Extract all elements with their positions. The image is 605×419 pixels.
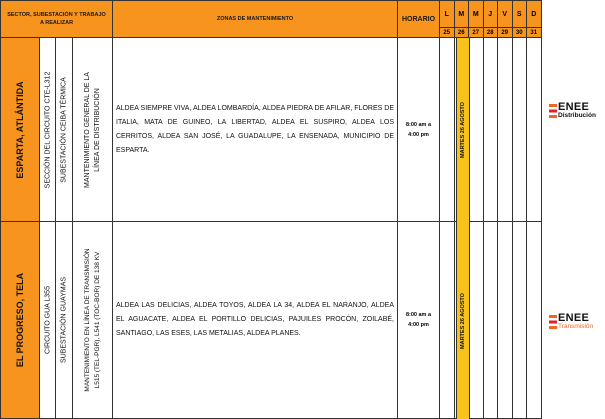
header-zonas: [113, 0, 398, 38]
day-cell: [469, 222, 484, 419]
row2-trabajo-label: [83, 248, 103, 391]
day-cell: [498, 222, 513, 419]
enee-logo-icon: [549, 315, 557, 329]
row1-subestacion-label: SUBESTACIÓN CEIBA TÉRMICA: [60, 76, 68, 183]
day-number: 29: [498, 28, 513, 38]
row1-zonas-text: ALDEA SIEMPRE VIVA, ALDEA LOMBARDÍA, ALDEA PIEDRA DE AFILAR, FLORES DE ITALIA, MATA DE GUINEO, LA LIBERTAD, ALDEA EL SUSPIRO, ALDEA LOS CERRITOS, ALDEA SAN JOSÉ, LA GUADALUPE, LA ENSENADA, MUNICIPIO DE ESPARTA.: [116, 104, 394, 154]
header-zonas-label: ZONAS DE MANTENIMIENTO: [216, 16, 294, 22]
row1-trabajo-label: [83, 72, 103, 188]
row2-sector: [0, 222, 40, 419]
day-letter: L: [440, 0, 455, 28]
day-number: 30: [513, 28, 528, 38]
day-number: 27: [469, 28, 484, 38]
day-cell: [527, 38, 542, 222]
row1-hora-fin: 4:00 pm: [408, 131, 429, 138]
day-number: 25: [440, 28, 455, 38]
row2-hora-inicio: 8:00 am a: [405, 312, 432, 318]
day-number: 31: [527, 28, 542, 38]
row1-trabajo-line2: LÍNEA DE DISTRIBUCIÓN: [93, 87, 101, 172]
row2-subestacion-label: SUBESTACIÓN GUAYMAS: [60, 276, 68, 364]
day-letter: J: [484, 0, 499, 28]
row1-date-bar: [456, 38, 470, 222]
row1-logo-brand: ENEE: [558, 101, 590, 113]
row2-zonas-text: ALDEA LAS DELICIAS, ALDEA TOYOS, ALDEA LA 34, ALDEA EL NARANJO, ALDEA EL AGUACATE, ALDEA EL PORTILLO DELICIAS, PAJUILES PROCÓN, ZOILABÉ, SANTIAGO, LAS ESES, LAS METALIAS, ALDEA PLANES.: [116, 302, 394, 337]
day-cell: [513, 222, 528, 419]
row2-circuito: [40, 222, 56, 419]
day-cell: [440, 38, 455, 222]
day-cell: [513, 38, 528, 222]
header-horario: [398, 0, 440, 38]
row1-sector: [0, 38, 40, 222]
row2-hora-fin: 4:00 pm: [408, 322, 429, 328]
row2-trabajo: [73, 222, 113, 419]
day-letter: D: [527, 0, 542, 28]
row1-horario: [398, 38, 440, 222]
day-letter: S: [513, 0, 528, 28]
row2-trabajo-line2: L515 (TEL-PGR), L541 (TOC-BOR) DE 138 KV: [93, 251, 101, 389]
row2-sector-label: EL PROGRESO, TELA: [15, 272, 25, 368]
row2-date-bar: [456, 222, 470, 419]
row2-date-label: MARTES 26 AGOSTO: [460, 292, 466, 349]
row2-logo-brand: ENEE: [558, 312, 590, 324]
row2-logo-sub: Transmisión: [558, 323, 594, 330]
day-letter: M: [469, 0, 484, 28]
row1-hora-inicio: 8:00 am a: [405, 121, 432, 128]
day-cell: [484, 222, 499, 419]
row1-logo-sub: Distribución: [558, 112, 596, 119]
header-sector: [0, 0, 113, 38]
row1-trabajo: [73, 38, 113, 222]
row2-trabajo-line1: MANTENIMIENTO EN LÍNEA DE TRANSMISIÓN: [83, 248, 91, 392]
row1-trabajo-line1: MANTENIMIENTO GENERAL DE LA: [83, 71, 91, 188]
row2-subestacion: [56, 222, 73, 419]
enee-logo-icon: [549, 104, 557, 118]
day-cell: [440, 222, 455, 419]
row1-subestacion: [56, 38, 73, 222]
row1-logo: [549, 102, 596, 120]
day-letter: M: [455, 0, 470, 28]
day-number: 26: [455, 28, 470, 38]
day-number: 28: [484, 28, 499, 38]
day-cell: [484, 38, 499, 222]
header-horario-label: HORARIO: [401, 15, 436, 23]
row1-sector-label: ESPARTA, ATLÁNTIDA: [15, 80, 25, 179]
row1-circuito: [40, 38, 56, 222]
row1-zonas: [113, 38, 398, 222]
day-letter: V: [498, 0, 513, 28]
row2-circuito-label: CIRCUITO GUA L355: [44, 286, 51, 354]
header-sector-label: SECTOR, SUBESTACIÓN Y TRABAJO A REALIZAR: [7, 12, 106, 26]
row2-logo: [549, 313, 593, 331]
row1-circuito-label: SECCIÓN DEL CIRCUITO CTE-L312: [44, 71, 51, 188]
row2-horario: [398, 222, 440, 419]
row2-zonas: [113, 222, 398, 419]
row1-date-label: MARTES 26 AGOSTO: [460, 102, 466, 158]
day-cell: [498, 38, 513, 222]
day-cell: [527, 222, 542, 419]
day-cell: [469, 38, 484, 222]
